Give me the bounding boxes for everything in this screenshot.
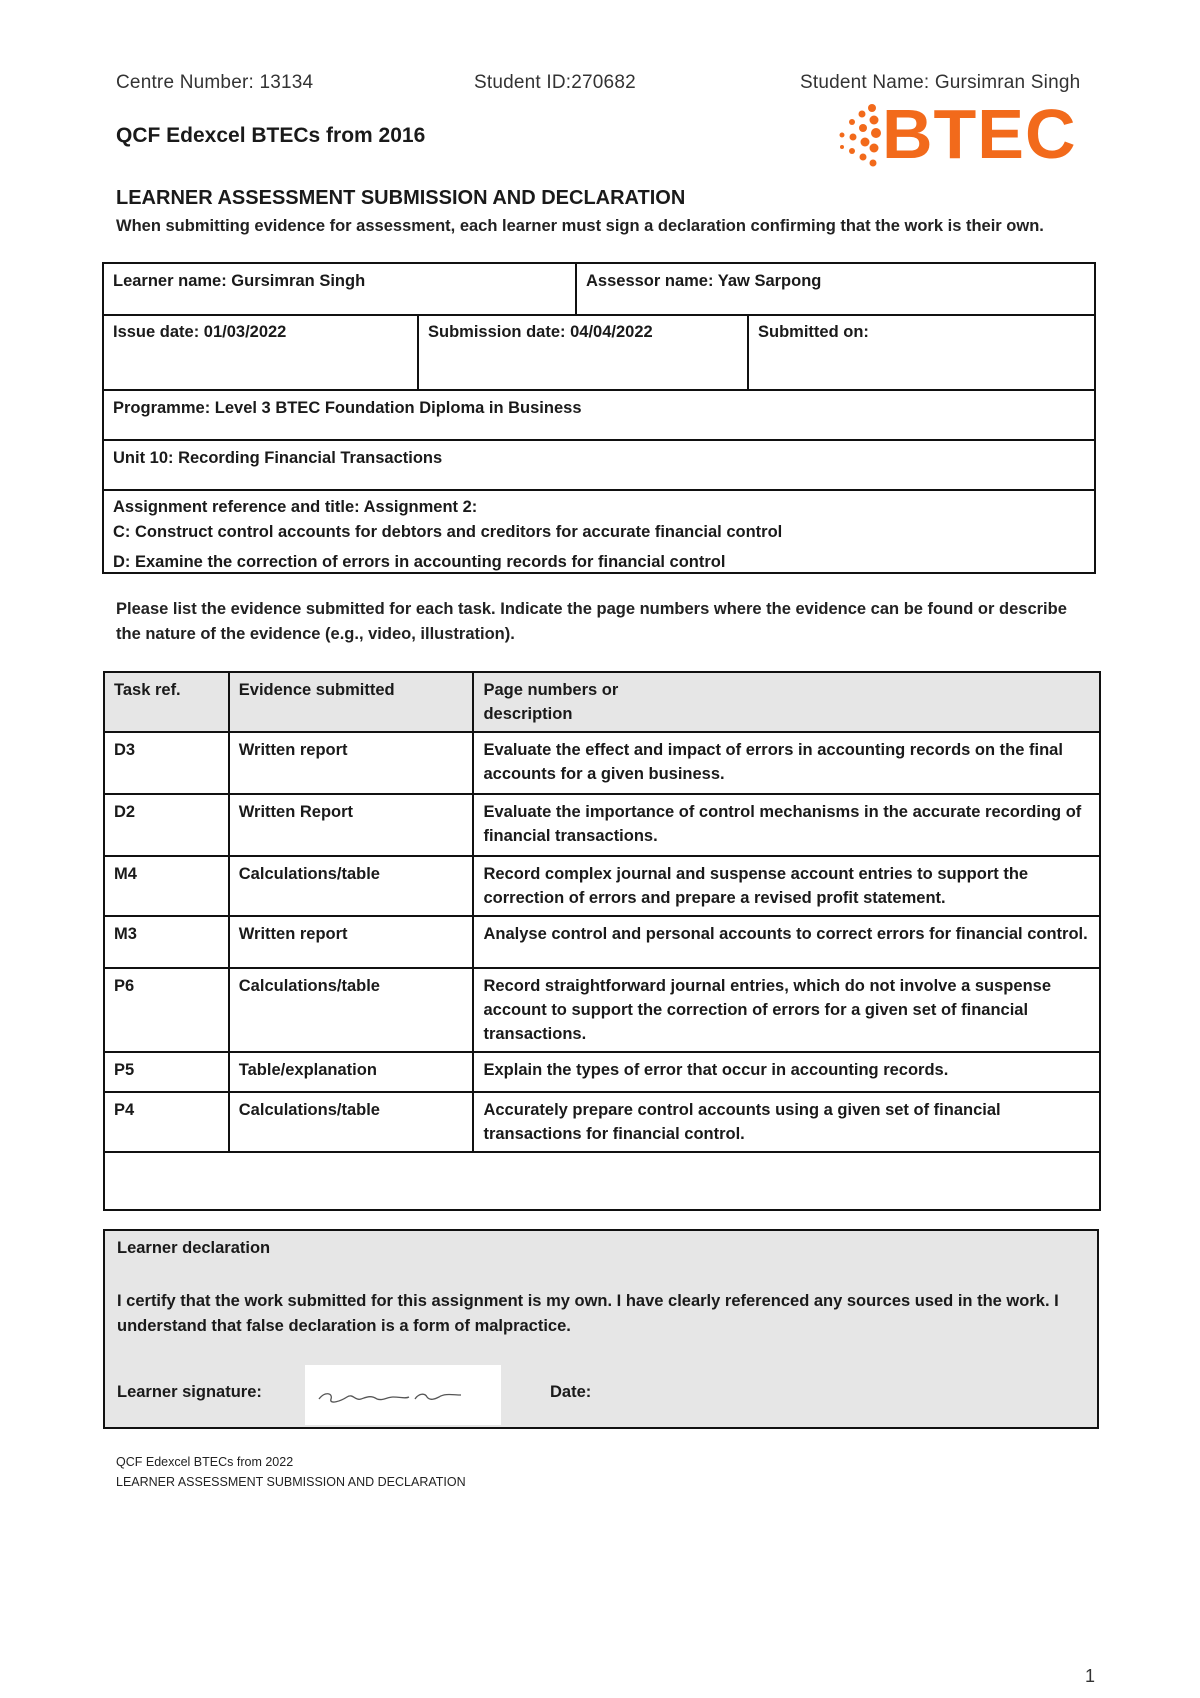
evidence-cell: Calculations/table xyxy=(229,968,474,1052)
description-cell: Analyse control and personal accounts to correct errors for financial control. xyxy=(473,916,1100,968)
header-task-ref: Task ref. xyxy=(104,672,229,732)
programme: Programme: Level 3 BTEC Foundation Diploma in Business xyxy=(113,399,582,417)
task-ref-cell: D2 xyxy=(104,794,229,856)
evidence-row xyxy=(104,794,1100,856)
unit: Unit 10: Recording Financial Transactions xyxy=(113,449,443,467)
footer-line-1: QCF Edexcel BTECs from 2022 xyxy=(116,1455,294,1469)
evidence-header-row xyxy=(104,672,1100,732)
submission-date: Submission date: 04/04/2022 xyxy=(428,323,653,341)
page-number: 1 xyxy=(1085,1666,1096,1686)
declaration-title: Learner declaration xyxy=(117,1239,271,1257)
evidence-cell: Table/explanation xyxy=(229,1052,474,1092)
evidence-instructions: Please list the evidence submitted for each task. Indicate the page numbers where the evidence can be found or describe the nature of the evidence (e.g., video, illustration). xyxy=(116,600,1067,643)
date-label: Date: xyxy=(550,1383,592,1401)
assignment-criterion-c: C: Construct control accounts for debtors and creditors for accurate financial control xyxy=(113,523,783,541)
signature-image xyxy=(305,1365,501,1425)
task-ref-cell: M4 xyxy=(104,856,229,916)
description-cell: Explain the types of error that occur in accounting records. xyxy=(473,1052,1100,1092)
assignment-block xyxy=(104,491,791,581)
form-title: LEARNER ASSESSMENT SUBMISSION AND DECLARATION xyxy=(116,187,686,209)
evidence-cell: Calculations/table xyxy=(229,856,474,916)
evidence-row xyxy=(104,732,1100,794)
task-ref-cell: D3 xyxy=(104,732,229,794)
footer-line-2: LEARNER ASSESSMENT SUBMISSION AND DECLARATION xyxy=(116,1475,466,1489)
student-name: Student Name: Gursimran Singh xyxy=(800,72,1081,93)
empty-cell xyxy=(104,1152,1100,1210)
signature-label: Learner signature: xyxy=(117,1383,262,1401)
header-page-numbers: Page numbers or description xyxy=(473,672,1100,732)
description-cell: Evaluate the effect and impact of errors in accounting records on the final accounts for a given business. xyxy=(473,732,1100,794)
qcf-title: QCF Edexcel BTECs from 2016 xyxy=(116,124,426,147)
logo-text: BTEC xyxy=(882,95,1077,173)
centre-number: Centre Number: 13134 xyxy=(116,72,314,93)
btec-logo xyxy=(836,95,1096,180)
declaration-text: I certify that the work submitted for this assignment is my own. I have clearly referenced any sources used in the work. I understand that false declaration is a form of malpractice. xyxy=(117,1292,1059,1335)
description-cell: Evaluate the importance of control mechanisms in the accurate recording of financial transactions. xyxy=(473,794,1100,856)
evidence-row xyxy=(104,1052,1100,1092)
evidence-row xyxy=(104,856,1100,916)
signature-scribble-icon xyxy=(305,1365,501,1425)
evidence-cell: Written report xyxy=(229,732,474,794)
task-ref-cell: P4 xyxy=(104,1092,229,1152)
assignment-reference: Assignment reference and title: Assignment 2: xyxy=(113,498,478,516)
learner-declaration-box xyxy=(103,1229,1099,1429)
evidence-row xyxy=(104,968,1100,1052)
student-id: Student ID:270682 xyxy=(474,72,636,93)
evidence-row xyxy=(104,916,1100,968)
evidence-table xyxy=(103,671,1101,1211)
evidence-cell: Calculations/table xyxy=(229,1092,474,1152)
logo-dots-icon xyxy=(836,102,884,172)
evidence-empty-row xyxy=(104,1152,1100,1210)
description-cell: Accurately prepare control accounts using a given set of financial transactions for financial control. xyxy=(473,1092,1100,1152)
learner-name: Learner name: Gursimran Singh xyxy=(113,272,366,290)
form-subtitle: When submitting evidence for assessment, each learner must sign a declaration confirming that the work is their own. xyxy=(116,217,1044,235)
evidence-row xyxy=(104,1092,1100,1152)
task-ref-cell: M3 xyxy=(104,916,229,968)
task-ref-cell: P6 xyxy=(104,968,229,1052)
description-cell: Record straightforward journal entries, which do not involve a suspense account to support the correction of errors for a given set of financial transactions. xyxy=(473,968,1100,1052)
evidence-cell: Written Report xyxy=(229,794,474,856)
task-ref-cell: P5 xyxy=(104,1052,229,1092)
issue-date: Issue date: 01/03/2022 xyxy=(113,323,287,341)
assignment-criterion-d: D: Examine the correction of errors in accounting records for financial control xyxy=(113,553,726,571)
evidence-cell: Written report xyxy=(229,916,474,968)
header-evidence-submitted: Evidence submitted xyxy=(229,672,474,732)
submitted-on: Submitted on: xyxy=(758,323,869,341)
description-cell: Record complex journal and suspense account entries to support the correction of errors and prepare a revised profit statement. xyxy=(473,856,1100,916)
assessor-name: Assessor name: Yaw Sarpong xyxy=(586,272,822,290)
info-table xyxy=(102,262,1096,574)
